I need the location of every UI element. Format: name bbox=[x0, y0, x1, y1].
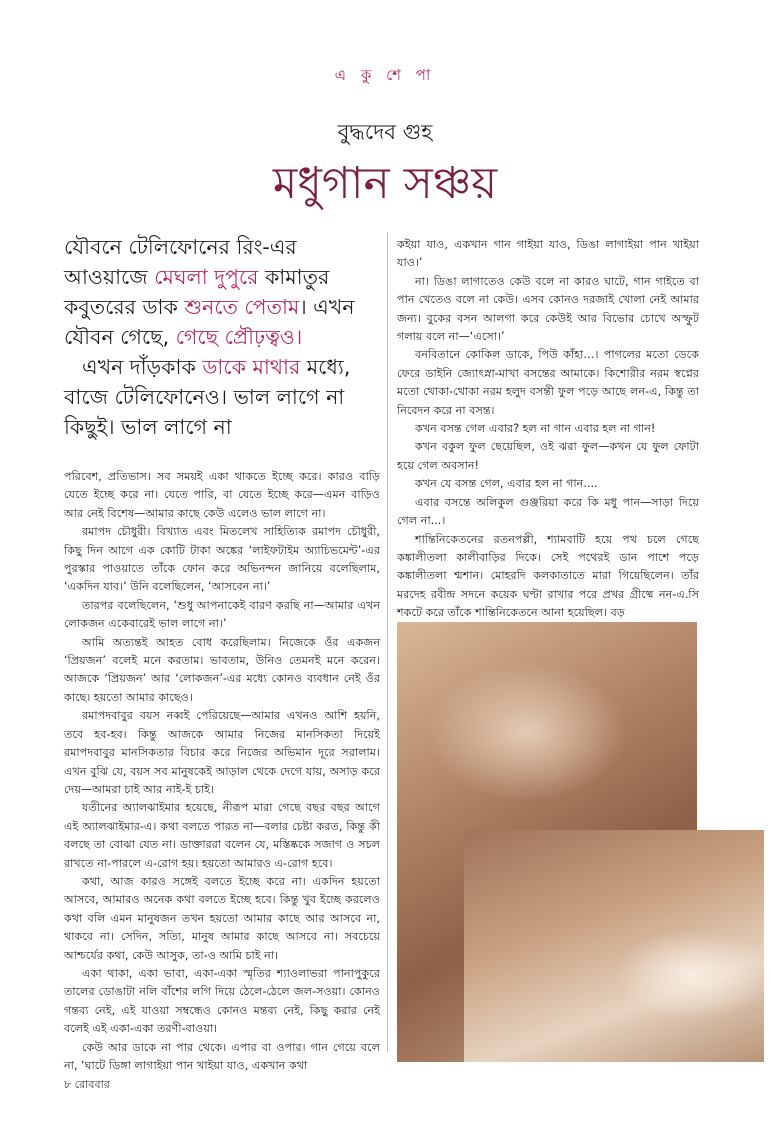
body-paragraph: কইয়া যাও, একখান গান গাইয়া যাও, ডিঙা লাগাইয়া পান খাইয়া যাও।’ bbox=[397, 238, 699, 270]
body-paragraph: কখন বকুল ফুল ছেয়েছিল, ওই ঝরা ফুল—কখন যে ফুল ফোটা হয়ে গেল অবসান! bbox=[397, 440, 699, 472]
body-paragraph: কথা, আজ কারও সঙ্গেই বলতে ইচ্ছে করে না। একদিন হয়তো আসবে, আমারও অনেক কথা বলতে ইচ্ছে হবে। কিন্তু খুব ইচ্ছে করলেও কথা বলি এমন মানুষজন তখন হয়তো আমার কাছে আর আসবে না, থাকবে না। সেদিন, সত্যি, মানুষ আমার কাছে আসবে না। সবচেয়ে আশ্চর্যের কথা, কেউ আসুক, তা-ও আমি চাই না। bbox=[64, 874, 380, 962]
pull-quote-text: মধ্যে, বাজে টেলিফোনেও। ভাল লাগে না কিছুই। ভাল লাগে না bbox=[64, 355, 351, 439]
body-paragraph: আমি অত্যন্তই আহত বোধ করেছিলাম। নিজেকে ওঁর একজন ‘প্রিয়জন’ বলেই মনে করতাম। ভাবতাম, উনিও তেমনই মনে করেন। আজকে ‘প্রিয়জন’ আর ‘লোকজন’-এর মধ্যে কোনও ব্যবধান নেই ওঁর কাছে। হয়তো আমার কাছেও। bbox=[64, 635, 380, 704]
body-paragraph: শান্তিনিকেতনের রতনপল্লী, শ্যামবাটি হয়ে পথ চলে গেছে কঙ্কালীতলা কালীবাড়ির দিকে। সেই পথেরই ডান পাশে পড়ে কঙ্কালীতলা শ্মশান। মোহরদি কলকাতাতে মারা গিয়েছিলেন। তাঁর মরদেহ রবীন্দ্র সদনে কয়েক ঘণ্টা রাখার পরে প্রখর গ্রীষ্মে নন-এ.সি শকটে করে তাঁকে শান্তিনিকেতনে আনা হয়েছিল। বড় bbox=[397, 532, 699, 620]
body-paragraph: কখন বসন্ত গেল এবার? হল না গান এবার হল না গান! bbox=[415, 422, 656, 436]
pull-quote-paragraph-2 bbox=[64, 352, 382, 442]
page-footer bbox=[64, 1076, 110, 1095]
body-paragraph: রমাপদ চৌধুরী। বিখ্যাত এবং মিতলেখ সাহিত্যিক রমাপদ চৌধুরী, কিছু দিন আগে এক কোটি টাকা অঙ্কের ‘লাইফটাইম অ্যাচিভমেন্ট’-এর পুরস্কার পাওয়াতে তাঁকে ফোন করে অভিনন্দন জানিয়ে বলেছিলাম, ‘একদিন যাব।’ উনি বলেছিলেন, ‘আসবেন না।’ bbox=[64, 525, 380, 594]
pull-quote bbox=[64, 232, 382, 442]
pull-quote-highlight: গেছে প্রৌঢ়ত্বও। bbox=[175, 325, 303, 349]
left-column-body bbox=[64, 468, 380, 1075]
body-paragraph: কখন যে বসন্ত গেল, এবার হল না গান.... bbox=[415, 477, 598, 491]
section-label: এ কু শে পা bbox=[334, 66, 436, 84]
body-paragraph: পরিবেশ, প্রতিভাস। সব সময়ই একা থাকতে ইচ্ছে করে। কারও বাড়ি যেতে ইচ্ছে করে না। যেতে পারি, বা যেতে ইচ্ছে করে—এমন বাড়িও আর নেই বিশেষ—আমার কাছে কেউ এলেও ভাল লাগে না। bbox=[64, 470, 380, 520]
body-paragraph: যতীনের অ্যালঝাইমার হয়েছে, নীরূপ মারা গেছে বছর বছর আগে এই অ্যালঝাইমার-এ। কথা বলতে পারত না—বলার চেষ্টা করত, কিন্তু কী বলছে তা বোঝা যেত না। ডাক্তাররা বলেন যে, মস্তিষ্ককে সজাগ ও সচল রাখতে না-পারলে এ-রোগ হয়। হয়তো আমারও এ-রোগ হবে। bbox=[64, 801, 380, 870]
author-name: বুদ্ধদেব গুহ bbox=[337, 120, 433, 144]
pull-quote-text: যৌবনে টেলিফোনের রিং-এর আওয়াজে bbox=[64, 235, 297, 289]
pull-quote-highlight: ডাকে মাথার bbox=[202, 355, 301, 379]
pull-quote-text: এখন দাঁড়কাক bbox=[82, 355, 203, 379]
photo-highlight bbox=[614, 930, 770, 1020]
body-paragraph: রমাপদবাবুর বয়স নব্বই পেরিয়েছে—আমার এখনও আশি হয়নি, তবে হব-হব। কিন্তু আজকে আমার নিজের মানসিকতা দিয়েই রমাপদবাবুর মানসিকতার বিচার করে নিজের অভিমান দূরে সরালাম। এখন বুঝি যে, বয়স সব মানুষকেই আড়াল থেকে দেগে যায়, অসাড় করে দেয়—আমরা চাই আর নাই-ই চাই। bbox=[64, 709, 380, 796]
pull-quote-text: । এখন যৌবন গেছে, bbox=[64, 295, 355, 349]
article-title: মধুগান সঞ্চয় bbox=[272, 158, 498, 209]
article-photo-extension bbox=[464, 830, 764, 1062]
right-column-body bbox=[397, 236, 699, 623]
body-paragraph: বনবিতানে কোকিল ডাকে, পিউ কাঁহা…। পাগলের মতো ডেকে ফেরে ডাইনি জ্যোৎস্না-মাখা বসন্তের আমাকে। কিশোরীর নরম স্বপ্নের মতো থোকা-থোকা নরম হলুদ বসন্তী ফুল পড়ে আছে লন-এ, কিন্তু তা নিবেদন করে না বসন্ত। bbox=[397, 348, 699, 417]
body-paragraph: না। ডিঙা লাগাতেও কেউ বলে না কারও ঘাটে, গান গাইতে বা পান খেতেও বলে না কেউ। এসব কোনও দরজাই খোলা নেই আমার জন্য। বুকের বসন আলগা করে কেউই আর বিভোর চোখে অস্ফুট গলায় বলে না—‘এসো।’ bbox=[397, 274, 699, 344]
pull-quote-text: কামাতুর কবুতরের ডাক bbox=[64, 265, 330, 319]
photo-highlight bbox=[427, 662, 627, 802]
pull-quote-highlight: শুনতে পেতাম bbox=[184, 295, 300, 319]
pull-quote-paragraph-1 bbox=[64, 232, 382, 352]
pull-quote-highlight: মেঘলা দুপুরে bbox=[154, 265, 259, 289]
body-paragraph: তারপর বলেছিলেন, ‘শুধু আপনাকেই বারণ করছি না—আমার এখন লোকজন একেবারেই ভাল লাগে না।’ bbox=[64, 598, 380, 631]
magazine-name: রোববার bbox=[74, 1078, 110, 1091]
body-paragraph: একা থাকা, একা ভাবা, একা-একা স্মৃতির শ্যাওলাভরা পানাপুকুরে তালের ডোঙাটা নলি বাঁশের লগি দিয়ে ঠেলে-ঠেলে জল-সওয়া। কোনও গন্তব্য নেই, এই যাওয়া সম্বন্ধেও কোনও মন্তব্য নেই, কিছু করার নেই বলেই এই একা-একা তরণী-বাওয়া। bbox=[64, 966, 380, 1036]
body-paragraph: এবার বসন্তে অলিকুল গুঞ্জরিয়া করে কি মধু পান—সাড়া দিয়ে গেল না...। bbox=[397, 495, 699, 528]
page-number: ৮ bbox=[64, 1078, 72, 1091]
column-divider bbox=[387, 232, 388, 1052]
body-paragraph: কেউ আর ডাকে না পার থেকে। এপার বা ওপার। গান গেয়ে বলে না, ‘ঘাটে ডিঙ্গা লাগাইয়া পান খাইয়া যাও, একখান কথা bbox=[64, 1040, 380, 1072]
